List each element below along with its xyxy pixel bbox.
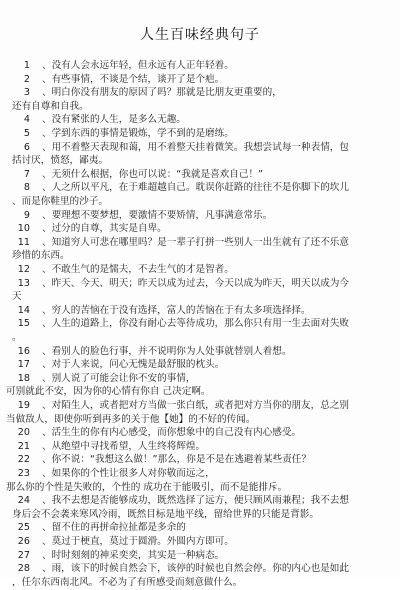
- quote-continuation-line: [0, 195, 400, 209]
- quote-text: 、穷人的苦恼在于没有选择，富人的苦恼在于有太多项选择择。: [42, 304, 311, 316]
- quote-text: 、昨天、今天、明天；昨天以成为过去，今天以成为昨天，明天以成为今: [42, 277, 349, 289]
- quote-continuation-line: [0, 100, 400, 114]
- quote-text: 、知道穷人可悲在哪里吗？是一辈子打拼一些别人一出生就有了还不乐意: [42, 236, 349, 248]
- quote-text: 、从绝望中寻找希望，人生终将辉煌。: [42, 440, 206, 452]
- quote-number: 27: [17, 549, 30, 561]
- quote-continuation-line: [0, 413, 400, 427]
- quote-number: 11: [17, 236, 30, 248]
- quote-continuation-line: [0, 290, 400, 304]
- quote-text: 可别就此不安，因为你的心情有你自 己决定啊。: [6, 386, 211, 398]
- quote-text: 、别人说了可能会让你不安的事情，: [42, 372, 196, 384]
- quote-text: 还有自尊和自我。: [12, 100, 89, 112]
- quote-continuation-line: [0, 385, 400, 399]
- quote-number: 28: [17, 563, 30, 575]
- quote-text: 、雨，该下的时候自然会下，该停的时候也自然会停。你的内心也是如此: [42, 563, 349, 575]
- quote-number: 22: [17, 454, 30, 466]
- quote-text: 、对陌生人，或者把对方当做一张白纸，或者把对方当你的朋友，总之别: [42, 400, 349, 411]
- quote-number: 2: [23, 73, 30, 85]
- quote-text: 、明白你没有朋友的原因了吗？那就是比朋友更重要的，: [42, 87, 282, 99]
- quote-number: 3: [23, 87, 30, 99]
- quote-text: 括讨厌，愤怒，鄙夷。: [12, 155, 108, 167]
- quote-text: 、无须什么根据，你也可以说：“我就是喜欢自己！”: [42, 168, 264, 180]
- quote-number: 4: [23, 114, 30, 126]
- quote-text: 、没有紧张的人生，是多么无趣。: [42, 114, 186, 126]
- quote-line: [0, 141, 400, 155]
- quote-text: 、有些事情，不谈是个结，谈开了是个疤。: [42, 73, 225, 85]
- quote-number: 17: [17, 359, 30, 371]
- quote-line: [0, 59, 400, 73]
- quote-continuation-line: [0, 508, 400, 522]
- quote-line: [0, 372, 400, 386]
- quote-line: [0, 535, 400, 549]
- quote-text: 、留不住的再拼命拉扯都是多余的: [42, 522, 186, 534]
- quote-line: [0, 453, 400, 467]
- quote-text: 、莫过于梗直，莫过于圆滑。外圆内方即可。: [42, 536, 234, 547]
- quote-text: 、用不着整天表现和蔼，用不着整天挂着微笑。我想尝试每一种表情，包: [42, 141, 349, 153]
- quote-line: [0, 304, 400, 318]
- quote-text: 那么你的个性是失败的，个性的 成功在于能吸引，而不是能排斥。: [6, 481, 288, 493]
- quote-text: ，任尔东西南北风。不必为了有所感受而刻意做什么。: [12, 576, 243, 588]
- quote-line: [0, 562, 400, 576]
- quote-number: 7: [23, 168, 30, 180]
- quote-continuation-line: [0, 154, 400, 168]
- quote-text: 、看别人的脸色行事，并不说明你为人处事就替别人着想。: [42, 345, 292, 357]
- quote-line: [0, 358, 400, 372]
- quote-number: 6: [23, 141, 30, 153]
- quote-number: 25: [17, 522, 30, 534]
- quote-line: [0, 236, 400, 250]
- quote-text: 。: [12, 332, 22, 343]
- quote-line: [0, 426, 400, 440]
- quote-line: [0, 399, 400, 413]
- quote-text: 、对于人来说，问心无愧是最舒服的枕头。: [42, 359, 225, 371]
- quote-text: 当做敌人，即使你听到再多的关于他【她】的不好的传闻。: [6, 413, 256, 425]
- quote-text: 天: [12, 291, 22, 303]
- quote-text: 、如果你的个性让很多人对你敬而远之，: [42, 468, 215, 479]
- quote-text: 珍惜的东西。: [12, 250, 70, 262]
- quote-line: [0, 467, 400, 481]
- quote-text: 、要理想不要梦想，要激情不要矫情，凡事满意常乐。: [42, 209, 273, 221]
- quote-number: 16: [17, 345, 30, 357]
- quote-text: 身后会不会袭来寒风冷雨，既然目标是地平线，留给世界的只能是背影。: [12, 508, 319, 520]
- quote-number: 12: [17, 264, 30, 275]
- quote-text: 、不敢生气的是懦夫，不去生气的才是智者。: [42, 264, 234, 275]
- quote-line: [0, 317, 400, 331]
- quote-line: [0, 113, 400, 127]
- quote-line: [0, 168, 400, 182]
- quote-line: [0, 181, 400, 195]
- quote-text: 、而是你鞋里的沙子。: [12, 196, 108, 207]
- quote-line: [0, 86, 400, 100]
- quote-line: [0, 263, 400, 277]
- quote-continuation-line: [0, 331, 400, 345]
- quote-number: 8: [23, 182, 30, 194]
- quote-number: 10: [17, 223, 30, 235]
- quote-continuation-line: [0, 576, 400, 590]
- quote-number: 15: [17, 318, 30, 330]
- document-title: 人生百味经典句子: [140, 27, 260, 43]
- quote-text: 、学到东西的事情是锻炼，学不到的是磨练。: [42, 128, 234, 139]
- quote-continuation-line: [0, 249, 400, 263]
- quote-number: 19: [17, 400, 30, 411]
- quote-line: [0, 521, 400, 535]
- quote-line: [0, 494, 400, 508]
- quote-line: [0, 549, 400, 563]
- quote-number: 9: [23, 209, 30, 221]
- quote-text: 、我不去想是否能够成功，既然选择了远方，便只顾风雨兼程；我不去想: [42, 495, 349, 507]
- quote-line: [0, 73, 400, 87]
- quote-text: 、你不说：“我想这么做！”那么，你是不是在逃避着某些责任？: [42, 454, 311, 466]
- quote-text: 、没有人会永远年轻，但永远有人正年轻着。: [42, 60, 234, 71]
- quote-number: 20: [17, 427, 30, 439]
- quote-line: [0, 209, 400, 223]
- quote-number: 1: [23, 60, 30, 71]
- quote-line: [0, 222, 400, 236]
- quote-number: 24: [17, 495, 30, 507]
- quote-number: 13: [17, 277, 30, 289]
- quote-number: 5: [23, 128, 30, 139]
- quote-text: 、时时刻刻的神采奕奕，其实是一种病态。: [42, 549, 225, 561]
- quote-number: 23: [17, 468, 30, 479]
- quote-text: 、人之所以平凡，在于难超越自己。耽误你赶路的往往不是你脚下的坎儿: [42, 182, 349, 194]
- quote-number: 21: [17, 440, 30, 452]
- quote-line: [0, 345, 400, 359]
- quote-continuation-line: [0, 481, 400, 495]
- quote-line: [0, 440, 400, 454]
- quote-number: 26: [17, 536, 30, 547]
- quote-text: 、过分的自尊，其实是自卑。: [42, 223, 167, 235]
- quote-line: [0, 127, 400, 141]
- quote-text: 、人生的道路上，你没有耐心去等待成功，那么你只有用一生去面对失败: [42, 318, 349, 330]
- quote-number: 18: [17, 372, 30, 384]
- quote-line: [0, 277, 400, 291]
- quote-text: 、活生生的你有内心感受，而你想象中的自己没有内心感受。: [42, 427, 302, 439]
- quote-number: 14: [17, 304, 30, 316]
